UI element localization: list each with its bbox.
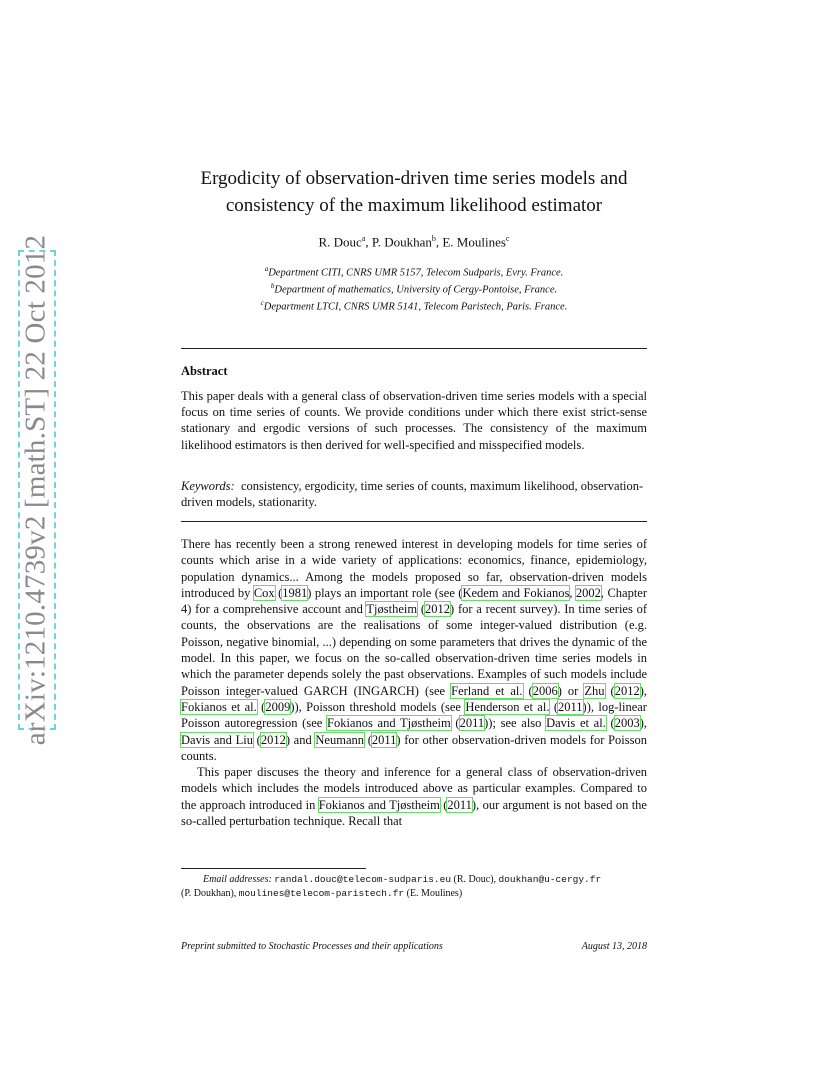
email-link[interactable]: moulines@telecom-paristech.fr <box>238 888 405 899</box>
citation-link[interactable]: Kedem and Fokianos <box>462 585 570 600</box>
keywords-label: Keywords: <box>181 479 235 493</box>
citation-link[interactable]: 2011 <box>447 797 472 812</box>
keywords <box>181 478 647 510</box>
affiliation-line: $^c$Department LTCI, CNRS UMR 5141, Telecom Paristech, Paris. France. <box>260 299 568 313</box>
abstract-heading: Abstract <box>181 364 228 378</box>
citation-link[interactable]: 2011 <box>371 732 397 747</box>
abstract-bottom-rule <box>181 521 647 522</box>
affiliation-line: $^a$Department CITI, CNRS UMR 5157, Telecom Sudparis, Evry. France. <box>264 265 564 279</box>
citation-link[interactable]: Fokianos and Tjøstheim <box>327 716 451 731</box>
footnote-rule <box>181 868 366 869</box>
citation-link[interactable]: Fokianos et al. <box>181 699 257 714</box>
citation-link[interactable]: 2011 <box>459 716 485 731</box>
footnote-label: Email addresses: <box>203 874 272 885</box>
citation-link[interactable]: Cox <box>253 585 275 600</box>
author-affil-mark: c <box>505 234 510 243</box>
citation-link[interactable]: 1981 <box>282 585 308 600</box>
author-affil-mark: b <box>431 234 436 243</box>
title-line-1: Ergodicity of observation-driven time series models and <box>200 168 628 189</box>
citation-link[interactable]: 2012 <box>614 683 640 698</box>
citation-link[interactable]: Fokianos and Tjøstheim <box>318 797 440 812</box>
email-link[interactable]: randal.douc@telecom-sudparis.eu <box>274 874 452 885</box>
citation-link[interactable]: Ferland et al. <box>451 683 523 698</box>
paper-title <box>160 165 668 219</box>
affiliation-line: $^b$Department of mathematics, University of Cergy-Pontoise, France. <box>270 282 558 296</box>
author-affil-mark: a <box>361 234 366 243</box>
citation-link[interactable]: Tjøstheim <box>366 602 418 617</box>
footer-preprint-note: Preprint submitted to Stochastic Processes and their applications <box>181 941 443 952</box>
author-name: R. Douc <box>318 234 362 250</box>
intro-paragraph-2: This paper discuses the theory and inference for a general class of observation-driven models which includes the models introduced above as particular examples. Compared to the approach introduced in Fokianos and Tjøstheim (2011), our argument is not based on the so-called perturbation technique. Recall that <box>181 765 647 829</box>
citation-link[interactable]: 2006 <box>532 683 558 698</box>
citation-link[interactable]: Davis et al. <box>546 716 606 731</box>
citation-link[interactable]: 2002 <box>575 585 601 600</box>
keywords-text: consistency, ergodicity, time series of counts, maximum likelihood, observation-driven models, stationarity. <box>181 479 644 510</box>
author-name: P. Doukhan <box>371 234 432 250</box>
arxiv-identifier[interactable]: arXiv:1210.4739v2 [math.ST] 22 Oct 2012 <box>19 234 52 746</box>
citation-link[interactable]: Neumann <box>315 732 365 747</box>
author-name: E. Moulines <box>442 234 506 250</box>
citation-link[interactable]: Davis and Liu <box>181 732 253 747</box>
abstract-top-rule <box>181 348 647 349</box>
citation-link[interactable]: 2003 <box>614 716 640 731</box>
introduction-body <box>181 536 647 829</box>
page-footer <box>181 941 647 952</box>
citation-link[interactable]: 2012 <box>260 732 286 747</box>
email-footnote: Email addresses: randal.douc@telecom-sudparis.eu (R. Douc), doukhan@u-cergy.fr (P. Doukhan), moulines@telecom-paristech.fr (E. Moulines) <box>181 874 602 899</box>
citation-link[interactable]: 2011 <box>558 699 583 714</box>
email-link[interactable]: doukhan@u-cergy.fr <box>498 874 602 885</box>
author-list: R. Douc$^a$, P. Doukhan$^b$, E. Moulines$^c$ <box>318 234 510 250</box>
citation-link[interactable]: 2009 <box>265 699 291 714</box>
citation-link[interactable]: Henderson et al. <box>465 699 550 714</box>
abstract-text: This paper deals with a general class of observation-driven time series models with a special focus on time series of counts. We provide conditions under which there exist strict-sense stationary and ergodic versions of such processes. The consistency of the maximum likelihood estimators is then derived for well-specified and misspecified models. <box>181 389 647 452</box>
citation-link[interactable]: 2012 <box>425 602 451 617</box>
citation-link[interactable]: Zhu <box>584 683 605 698</box>
affiliations <box>160 263 668 314</box>
footer-date: August 13, 2018 <box>581 941 647 952</box>
title-line-2: consistency of the maximum likelihood estimator <box>225 195 603 216</box>
intro-paragraph-1: There has recently been a strong renewed interest in developing models for time series of counts which arise in a wide variety of applications: economics, finance, epidemiology, population dynamics... Among the models proposed so far, observation-driven models introduced by Cox (1981) plays an important role (see (Kedem and Fokianos, 2002, Chapter 4) for a comprehensive account and Tjøstheim (2012) for a recent survey). In time series of counts, the observations are the realisations of some integer-valued distribution (e.g. Poisson, negative binomial, ...) depending on some parameters that drives the dynamic of the model. In this paper, we focus on the so-called observation-driven time series models in which the parameter depends solely the past observations. Examples of such models include Poisson integer-valued GARCH (INGARCH) (see Ferland et al. (2006) or Zhu (2012), Fokianos et al. (2009)), Poisson threshold models (see Henderson et al. (2011)), log-linear Poisson autoregression (see Fokianos and Tjøstheim (2011)); see also Davis et al. (2003), Davis and Liu (2012) and Neumann (2011) for other observation-driven models for Poisson counts. <box>181 537 648 763</box>
